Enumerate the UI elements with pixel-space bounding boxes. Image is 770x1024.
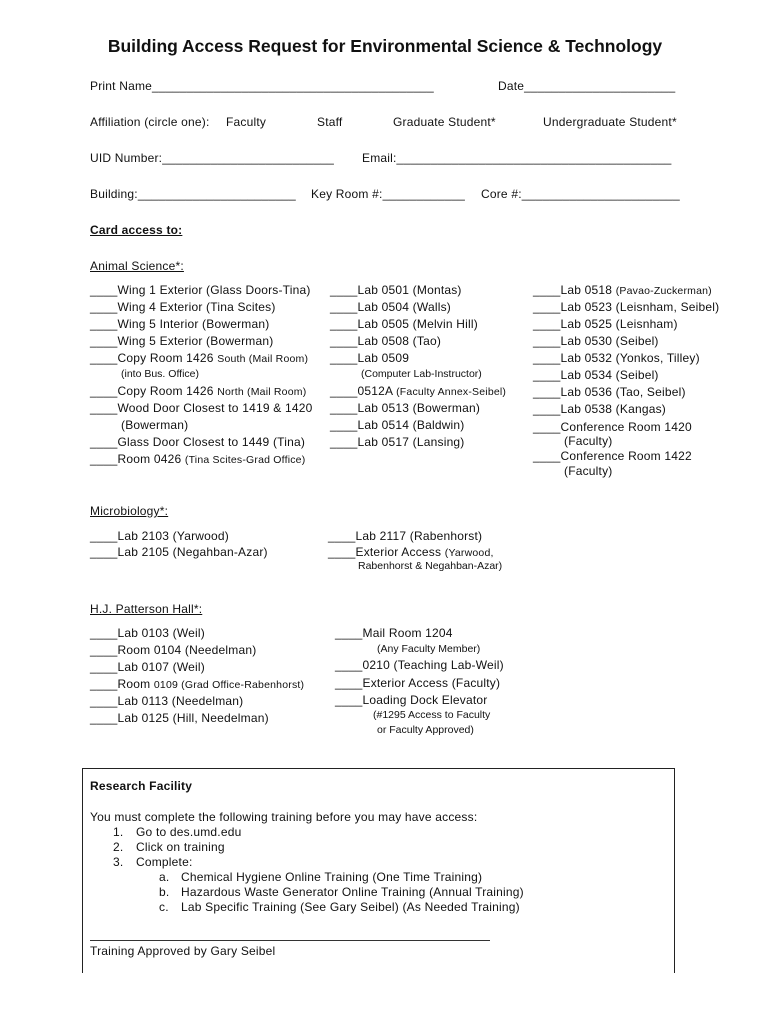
as-lab-0513[interactable]: ____Lab 0513 (Bowerman) (330, 401, 481, 415)
affiliation-label: Affiliation (circle one): (90, 115, 210, 129)
signature-line[interactable] (90, 940, 490, 941)
hjp-room-0109-label: ____Room (90, 677, 151, 691)
hjp-room-0109[interactable] (90, 677, 304, 691)
as-wood-door[interactable]: ____Wood Door Closest to 1419 & 1420 (90, 401, 313, 415)
affiliation-undergraduate[interactable]: Undergraduate Student* (543, 115, 677, 129)
step-3-number: 3. (113, 855, 124, 869)
as-copy-room-north-label: ____Copy Room 1426 (90, 384, 214, 398)
as-wing1-exterior[interactable]: ____Wing 1 Exterior (Glass Doors-Tina) (90, 283, 311, 297)
as-lab-0514[interactable]: ____Lab 0514 (Baldwin) (330, 418, 465, 432)
email-field[interactable]: Email:________________________________________ (362, 151, 672, 165)
research-intro: You must complete the following training before you may have access: (90, 810, 478, 824)
as-lab-0525[interactable]: ____Lab 0525 (Leisnham) (533, 317, 678, 331)
as-glass-door[interactable]: ____Glass Door Closest to 1449 (Tina) (90, 435, 306, 449)
hjp-room-0104[interactable]: ____Room 0104 (Needelman) (90, 643, 257, 657)
hjp-lab-0103[interactable]: ____Lab 0103 (Weil) (90, 626, 205, 640)
page-title: Building Access Request for Environmental Science & Technology (107, 36, 663, 56)
building-field[interactable]: Building:_______________________ (90, 187, 296, 201)
as-lab-0518-note: (Pavao-Zuckerman) (615, 285, 712, 297)
as-lab-0518-label: ____Lab 0518 (533, 283, 613, 297)
as-lab-0512a[interactable] (330, 384, 506, 398)
as-lab-0509[interactable]: ____Lab 0509 (330, 351, 410, 365)
as-copy-room-north-note: North (Mail Room) (217, 386, 307, 398)
substep-a-letter: a. (159, 870, 170, 884)
as-room-0426-label: ____Room 0426 (90, 452, 182, 466)
as-lab-0508[interactable]: ____Lab 0508 (Tao) (330, 334, 442, 348)
as-lab-0505[interactable]: ____Lab 0505 (Melvin Hill) (330, 317, 478, 331)
as-wing4-exterior[interactable]: ____Wing 4 Exterior (Tina Scites) (90, 300, 276, 314)
core-field[interactable]: Core #:_______________________ (481, 187, 680, 201)
hjp-exterior-access[interactable]: ____Exterior Access (Faculty) (335, 676, 501, 690)
substep-c-text: Lab Specific Training (See Gary Seibel) (As Needed Training) (181, 900, 520, 914)
affiliation-graduate[interactable]: Graduate Student* (393, 115, 496, 129)
substep-c-letter: c. (159, 900, 169, 914)
mb-lab-2117[interactable]: ____Lab 2117 (Rabenhorst) (328, 529, 483, 543)
as-conference-1422-sub: (Faculty) (564, 464, 613, 478)
substep-b-text: Hazardous Waste Generator Online Training (Annual Training) (181, 885, 524, 899)
signature-label: Training Approved by Gary Seibel (90, 944, 276, 958)
step-3-text: Complete: (136, 855, 193, 869)
step-2-number: 2. (113, 840, 124, 854)
as-wood-door-sub: (Bowerman) (121, 418, 189, 432)
as-copy-room-south-note: South (Mail Room) (217, 353, 309, 365)
hjp-mail-room-1204[interactable]: ____Mail Room 1204 (335, 626, 453, 640)
as-wing5-interior[interactable]: ____Wing 5 Interior (Bowerman) (90, 317, 270, 331)
step-2-text: Click on training (136, 840, 225, 854)
research-facility-title: Research Facility (90, 779, 193, 793)
mb-exterior-access-note: (Yarwood, (444, 547, 494, 559)
hjp-loading-dock-elevator[interactable]: ____Loading Dock Elevator (335, 693, 488, 707)
microbiology-heading: Microbiology*: (90, 504, 169, 518)
card-access-heading: Card access to: (90, 223, 183, 237)
substep-a-text: Chemical Hygiene Online Training (One Time Training) (181, 870, 483, 884)
hjp-elevator-sub-1: (#1295 Access to Faculty (373, 709, 491, 721)
as-conference-1420[interactable]: ____Conference Room 1420 (533, 420, 692, 434)
step-1-number: 1. (113, 825, 124, 839)
mb-exterior-access[interactable] (328, 545, 494, 559)
affiliation-staff[interactable]: Staff (317, 115, 343, 129)
uid-field[interactable]: UID Number:_________________________ (90, 151, 335, 165)
as-lab-0518[interactable] (533, 283, 712, 297)
key-room-field[interactable]: Key Room #:____________ (311, 187, 466, 201)
mb-lab-2105[interactable]: ____Lab 2105 (Negahban-Azar) (90, 545, 268, 559)
hjp-lab-0107[interactable]: ____Lab 0107 (Weil) (90, 660, 205, 674)
hjp-0210-teaching-lab[interactable]: ____0210 (Teaching Lab-Weil) (335, 658, 504, 672)
patterson-heading: H.J. Patterson Hall*: (90, 602, 203, 616)
as-lab-0523[interactable]: ____Lab 0523 (Leisnham, Seibel) (533, 300, 720, 314)
mb-exterior-access-sub: Rabenhorst & Negahban-Azar) (358, 560, 503, 572)
substep-b-letter: b. (159, 885, 170, 899)
as-lab-0512a-label: ____0512A (330, 384, 393, 398)
as-lab-0501[interactable]: ____Lab 0501 (Montas) (330, 283, 462, 297)
mb-lab-2103[interactable]: ____Lab 2103 (Yarwood) (90, 529, 229, 543)
hjp-lab-0125[interactable]: ____Lab 0125 (Hill, Needelman) (90, 711, 269, 725)
as-lab-0532[interactable]: ____Lab 0532 (Yonkos, Tilley) (533, 351, 700, 365)
as-wing5-exterior[interactable]: ____Wing 5 Exterior (Bowerman) (90, 334, 274, 348)
as-lab-0512a-note: (Faculty Annex-Seibel) (396, 386, 507, 398)
hjp-lab-0113[interactable]: ____Lab 0113 (Needelman) (90, 694, 244, 708)
step-1-text: Go to des.umd.edu (136, 825, 242, 839)
as-lab-0530[interactable]: ____Lab 0530 (Seibel) (533, 334, 659, 348)
as-lab-0538[interactable]: ____Lab 0538 (Kangas) (533, 402, 666, 416)
animal-science-heading: Animal Science*: (90, 259, 184, 273)
as-lab-0509-sub: (Computer Lab-Instructor) (361, 368, 482, 380)
mb-exterior-access-label: ____Exterior Access (328, 545, 442, 559)
date-field[interactable]: Date______________________ (498, 79, 676, 93)
as-room-0426-note: (Tina Scites-Grad Office) (184, 454, 306, 466)
as-lab-0504[interactable]: ____Lab 0504 (Walls) (330, 300, 451, 314)
as-lab-0517[interactable]: ____Lab 0517 (Lansing) (330, 435, 465, 449)
as-copy-room-north[interactable] (90, 384, 306, 398)
as-copy-room-south-sub: (into Bus. Office) (121, 368, 200, 380)
as-copy-room-south[interactable] (90, 351, 308, 365)
as-room-0426[interactable] (90, 452, 305, 466)
hjp-elevator-sub-2: or Faculty Approved) (377, 724, 474, 736)
hjp-mail-room-sub: (Any Faculty Member) (377, 643, 481, 655)
print-name-field[interactable]: Print Name_________________________________________ (90, 79, 434, 93)
as-conference-1420-sub: (Faculty) (564, 434, 613, 448)
as-conference-1422[interactable]: ____Conference Room 1422 (533, 449, 692, 463)
as-copy-room-south-label: ____Copy Room 1426 (90, 351, 214, 365)
hjp-room-0109-note: 0109 (Grad Office-Rabenhorst) (153, 679, 305, 691)
as-lab-0534[interactable]: ____Lab 0534 (Seibel) (533, 368, 659, 382)
affiliation-faculty[interactable]: Faculty (226, 115, 267, 129)
as-lab-0536[interactable]: ____Lab 0536 (Tao, Seibel) (533, 385, 686, 399)
